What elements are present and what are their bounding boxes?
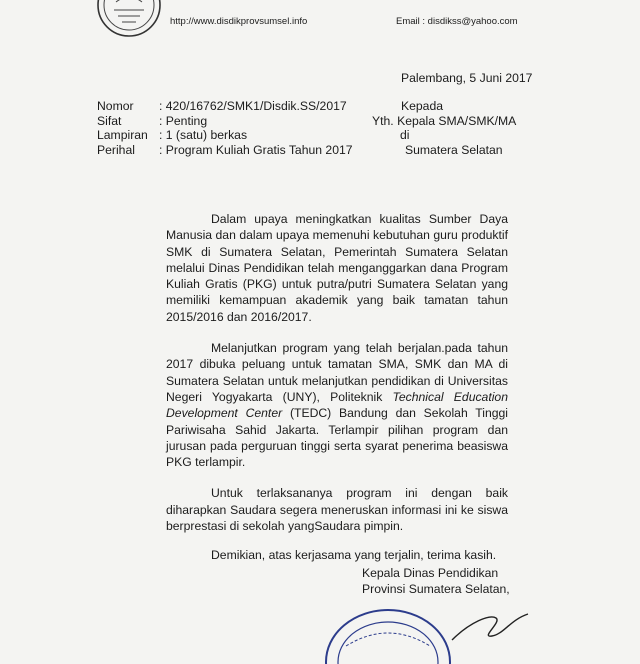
signatory-line-2: Provinsi Sumatera Selatan, [362,581,510,596]
paragraph-1: Dalam upaya meningkatkan kualitas Sumber Daya Manusia dan dalam upaya memenuhi kebutuhan guru produktif SMK di Sumatera Selatan, Pemerintah Sumatera Selatan melalui Dinas Pendidikan telah menganggarkan dana Program Kuliah Gratis (PKG) untuk putra/putri Sumatera Selatan yang memiliki kemampuan akademik yang baik tamatan tahun 2015/2016 dan 2016/2017. [166,212,508,324]
paragraph-2 [166,340,508,470]
meta-row-lampiran [97,128,353,143]
recipient-address [372,99,517,157]
emblem-logo-icon [96,0,162,38]
signature-icon [450,612,530,642]
meta-key: Perihal [97,142,135,157]
official-stamp-icon [316,584,456,664]
recipient-line-2: Yth. Kepala SMA/SMK/MA [372,113,517,128]
meta-row-sifat [97,114,353,129]
paragraph-3: Untuk terlaksananya program ini dengan baik diharapkan Saudara segera meneruskan informasi ini ke siswa berprestasi di sekolah yangSaudara pimpin. [166,486,508,534]
paragraph-2-italic: Technical Education Development Center [166,389,508,421]
recipient-line-1: Kepada [401,99,444,113]
paragraph-2-part-a: Melanjutkan program yang telah berjalan.pada tahun 2017 dibuka peluang untuk tamatan SMA, SMK dan MA di Sumatera Selatan untuk melanjutkan pendidikan di Universitas Negeri Yogyakarta (UNY), Politeknik [166,341,508,404]
meta-key: Nomor [97,99,134,113]
header-email: Email : disdikss@yahoo.com [396,16,518,27]
letter-date: Palembang, 5 Juni 2017 [401,71,533,85]
meta-value: : 420/16762/SMK1/Disdik.SS/2017 [159,99,347,113]
meta-value: : 1 (satu) berkas [159,128,248,142]
signatory-line-1: Kepala Dinas Pendidikan [362,566,499,580]
header-website: http://www.disdikprovsumsel.info [170,16,308,27]
meta-value: : Penting [159,113,208,128]
meta-row-nomor [97,99,353,114]
meta-value: : Program Kuliah Gratis Tahun 2017 [159,142,353,157]
meta-row-perihal [97,143,353,158]
letter-body [166,211,508,564]
meta-key: Sifat [97,113,122,128]
meta-key: Lampiran [97,128,148,142]
paragraph-4: Demikian, atas kerjasama yang terjalin, terima kasih. [211,548,497,563]
recipient-line-4: Sumatera Selatan [405,142,503,157]
recipient-line-3: di [400,128,410,142]
letter-meta [97,99,353,157]
paragraph-2-part-b: (TEDC) Bandung dan Sekolah Tinggi Pariwisaha Sahid Jakarta. Terlampir pilihan program dan jurusan pada perguruan tinggi serta syarat penerima beasiswa PKG terlampir. [166,406,509,470]
